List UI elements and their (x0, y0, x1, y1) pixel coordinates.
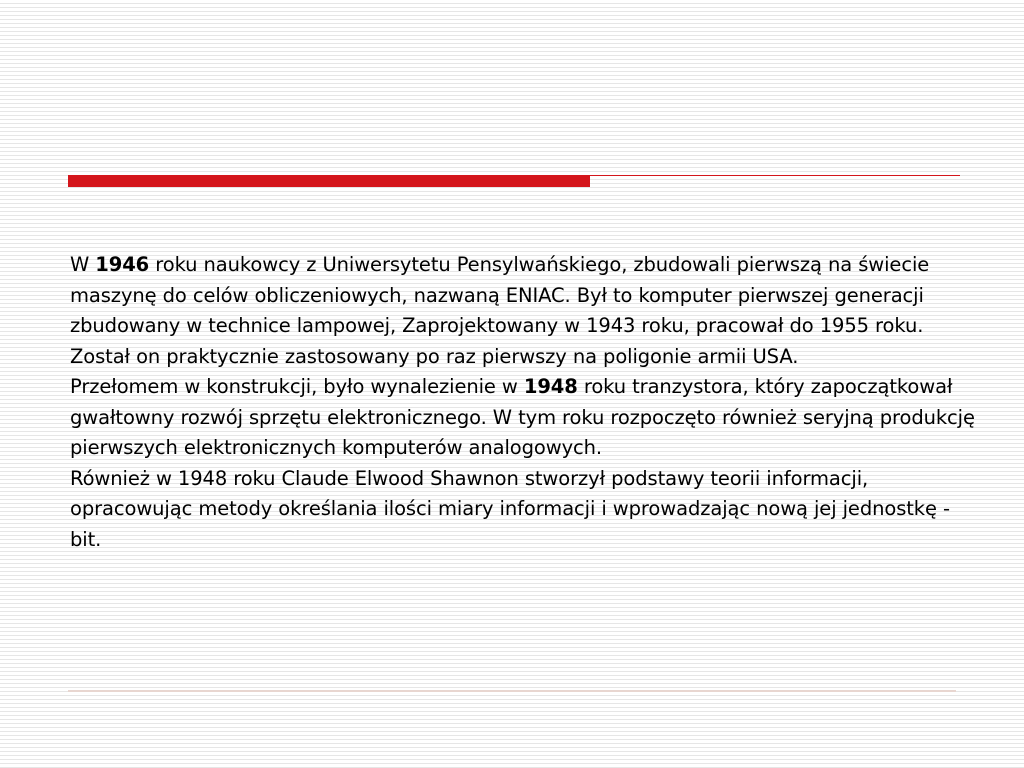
paragraph-eniac-rest: roku naukowcy z Uniwersytetu Pensylwańskiego, zbudowali pierwszą na świecie maszynę do celów obliczeniowych, nazwaną ENIAC. Był to komputer pierwszej generacji zbudowany w technice lampowej, Zaprojektowany w 1943 roku, pracował do 1955 roku. Został on praktycznie zastosowany po raz pierwszy na poligonie armii USA. (70, 253, 930, 368)
paragraph-transistor-start: Przełomem w konstrukcji, było wynalezienie w (70, 375, 524, 398)
paragraph-transistor (70, 372, 980, 464)
year-1948: 1948 (523, 375, 578, 398)
paragraph-eniac-start: W (70, 253, 96, 276)
slide-body (70, 250, 980, 555)
paragraph-information-theory: Również w 1948 roku Claude Elwood Shawnon stworzył podstawy teorii informacji, opracowując metody określania ilości miary informacji i wprowadzając nową jej jednostkę - bit. (70, 466, 950, 551)
top-accent-line (590, 175, 960, 176)
paragraph-eniac (70, 250, 980, 372)
year-1946: 1946 (95, 253, 150, 276)
paragraph-transistor-rest: roku tranzystora, który zapoczątkował gwałtowny rozwój sprzętu elektronicznego. W tym roku rozpoczęto również seryjną produkcję pierwszych elektronicznych komputerów analogowych. (70, 375, 975, 459)
top-accent-bar (68, 175, 590, 187)
bottom-divider (68, 690, 956, 692)
